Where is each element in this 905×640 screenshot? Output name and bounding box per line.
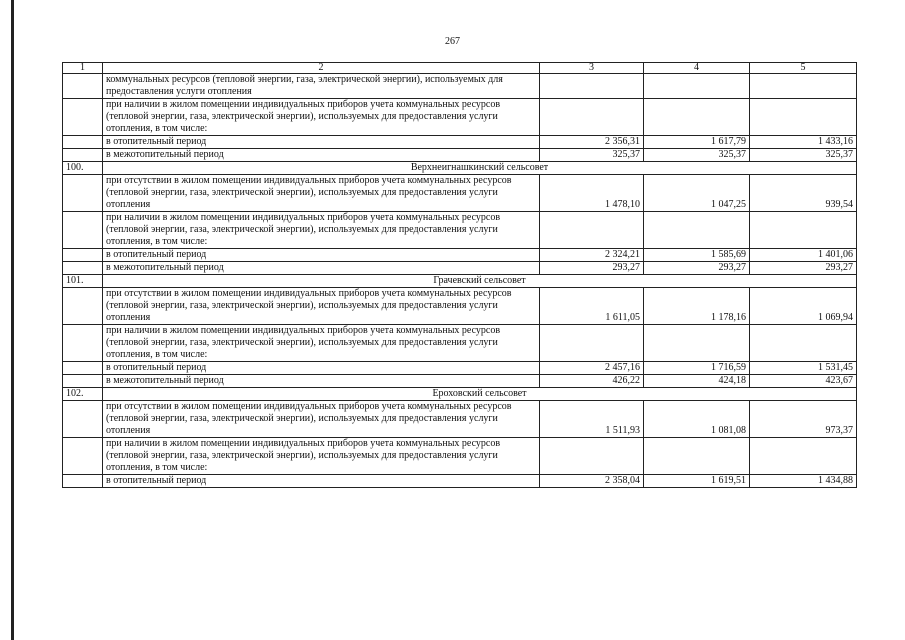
header-col-1: 1	[63, 63, 103, 74]
table-row	[63, 212, 857, 249]
table-row	[63, 175, 857, 212]
table-row	[63, 149, 857, 162]
value-col-5: 973,37	[750, 401, 857, 438]
value-col-4: 1 716,59	[644, 362, 750, 375]
section-number: 100.	[63, 162, 103, 175]
row-label: коммунальных ресурсов (тепловой энергии, газа, электрической энергии), используемых для предоставления услуги отопления	[103, 74, 540, 99]
value-col-5: 1 069,94	[750, 288, 857, 325]
value-col-5	[750, 99, 857, 136]
tariff-table	[62, 62, 857, 488]
value-col-3: 2 356,31	[540, 136, 644, 149]
table-row	[63, 375, 857, 388]
row-label: в отопительный период	[103, 136, 540, 149]
value-col-3: 293,27	[540, 262, 644, 275]
value-col-4: 325,37	[644, 149, 750, 162]
value-col-5	[750, 212, 857, 249]
row-label: при отсутствии в жилом помещении индивидуальных приборов учета коммунальных ресурсов (тепловой энергии, газа, электрической энергии), используемых для предоставления услуги отопления	[103, 288, 540, 325]
header-col-4: 4	[644, 63, 750, 74]
row-number-cell	[63, 212, 103, 249]
row-number-cell	[63, 262, 103, 275]
row-number-cell	[63, 438, 103, 475]
row-number-cell	[63, 325, 103, 362]
value-col-4: 1 585,69	[644, 249, 750, 262]
row-number-cell	[63, 149, 103, 162]
value-col-3: 2 358,04	[540, 475, 644, 488]
value-col-5: 1 433,16	[750, 136, 857, 149]
value-col-4	[644, 74, 750, 99]
value-col-4: 1 178,16	[644, 288, 750, 325]
table-row	[63, 136, 857, 149]
row-label: в отопительный период	[103, 249, 540, 262]
section-number: 102.	[63, 388, 103, 401]
value-col-3: 2 457,16	[540, 362, 644, 375]
row-label: при наличии в жилом помещении индивидуальных приборов учета коммунальных ресурсов (тепловой энергии, газа, электрической энергии), используемых для предоставления услуги отопления, в том числе:	[103, 99, 540, 136]
section-title: Верхнеигнашкинский сельсовет	[103, 162, 857, 175]
value-col-4: 293,27	[644, 262, 750, 275]
row-label: при отсутствии в жилом помещении индивидуальных приборов учета коммунальных ресурсов (тепловой энергии, газа, электрической энергии), используемых для предоставления услуги отопления	[103, 401, 540, 438]
section-number: 101.	[63, 275, 103, 288]
value-col-5	[750, 325, 857, 362]
header-col-5: 5	[750, 63, 857, 74]
row-label: в межотопительный период	[103, 149, 540, 162]
section-title: Грачевский сельсовет	[103, 275, 857, 288]
value-col-3: 426,22	[540, 375, 644, 388]
table-row	[63, 438, 857, 475]
value-col-4: 1 617,79	[644, 136, 750, 149]
row-label: при отсутствии в жилом помещении индивидуальных приборов учета коммунальных ресурсов (тепловой энергии, газа, электрической энергии), используемых для предоставления услуги отопления	[103, 175, 540, 212]
row-number-cell	[63, 249, 103, 262]
table-row	[63, 325, 857, 362]
value-col-3: 325,37	[540, 149, 644, 162]
row-label: в межотопительный период	[103, 262, 540, 275]
table-row	[63, 249, 857, 262]
value-col-3: 1 478,10	[540, 175, 644, 212]
row-number-cell	[63, 74, 103, 99]
row-number-cell	[63, 99, 103, 136]
row-label: в отопительный период	[103, 475, 540, 488]
table-row	[63, 288, 857, 325]
column-number-header-row	[63, 63, 857, 74]
row-label: в отопительный период	[103, 362, 540, 375]
value-col-4: 1 081,08	[644, 401, 750, 438]
header-col-2: 2	[103, 63, 540, 74]
value-col-5	[750, 438, 857, 475]
row-label: при наличии в жилом помещении индивидуальных приборов учета коммунальных ресурсов (тепловой энергии, газа, электрической энергии), используемых для предоставления услуги отопления, в том числе:	[103, 212, 540, 249]
value-col-4	[644, 212, 750, 249]
row-number-cell	[63, 175, 103, 212]
row-label: при наличии в жилом помещении индивидуальных приборов учета коммунальных ресурсов (тепловой энергии, газа, электрической энергии), используемых для предоставления услуги отопления, в том числе:	[103, 438, 540, 475]
value-col-3	[540, 74, 644, 99]
value-col-3	[540, 99, 644, 136]
page-number: 267	[445, 36, 460, 47]
header-col-3: 3	[540, 63, 644, 74]
value-col-3: 2 324,21	[540, 249, 644, 262]
table-row	[63, 74, 857, 99]
value-col-4: 1 619,51	[644, 475, 750, 488]
row-number-cell	[63, 136, 103, 149]
row-number-cell	[63, 475, 103, 488]
value-col-4	[644, 438, 750, 475]
value-col-4: 424,18	[644, 375, 750, 388]
value-col-3	[540, 212, 644, 249]
table-row	[63, 362, 857, 375]
row-number-cell	[63, 401, 103, 438]
row-number-cell	[63, 375, 103, 388]
table-row	[63, 99, 857, 136]
value-col-4: 1 047,25	[644, 175, 750, 212]
value-col-5: 1 531,45	[750, 362, 857, 375]
value-col-5: 939,54	[750, 175, 857, 212]
table-row	[63, 475, 857, 488]
row-label: при наличии в жилом помещении индивидуальных приборов учета коммунальных ресурсов (тепловой энергии, газа, электрической энергии), используемых для предоставления услуги отопления, в том числе:	[103, 325, 540, 362]
table-row	[63, 262, 857, 275]
value-col-3: 1 611,05	[540, 288, 644, 325]
value-col-3: 1 511,93	[540, 401, 644, 438]
section-row	[63, 162, 857, 175]
value-col-5: 1 434,88	[750, 475, 857, 488]
section-row	[63, 275, 857, 288]
value-col-3	[540, 438, 644, 475]
row-number-cell	[63, 362, 103, 375]
value-col-4	[644, 99, 750, 136]
scan-edge-bar	[11, 0, 14, 640]
value-col-5: 1 401,06	[750, 249, 857, 262]
value-col-5: 293,27	[750, 262, 857, 275]
value-col-4	[644, 325, 750, 362]
section-row	[63, 388, 857, 401]
value-col-5: 423,67	[750, 375, 857, 388]
value-col-5: 325,37	[750, 149, 857, 162]
value-col-5	[750, 74, 857, 99]
value-col-3	[540, 325, 644, 362]
section-title: Ероховский сельсовет	[103, 388, 857, 401]
row-label: в межотопительный период	[103, 375, 540, 388]
row-number-cell	[63, 288, 103, 325]
table-row	[63, 401, 857, 438]
tariff-table-body	[63, 63, 857, 488]
